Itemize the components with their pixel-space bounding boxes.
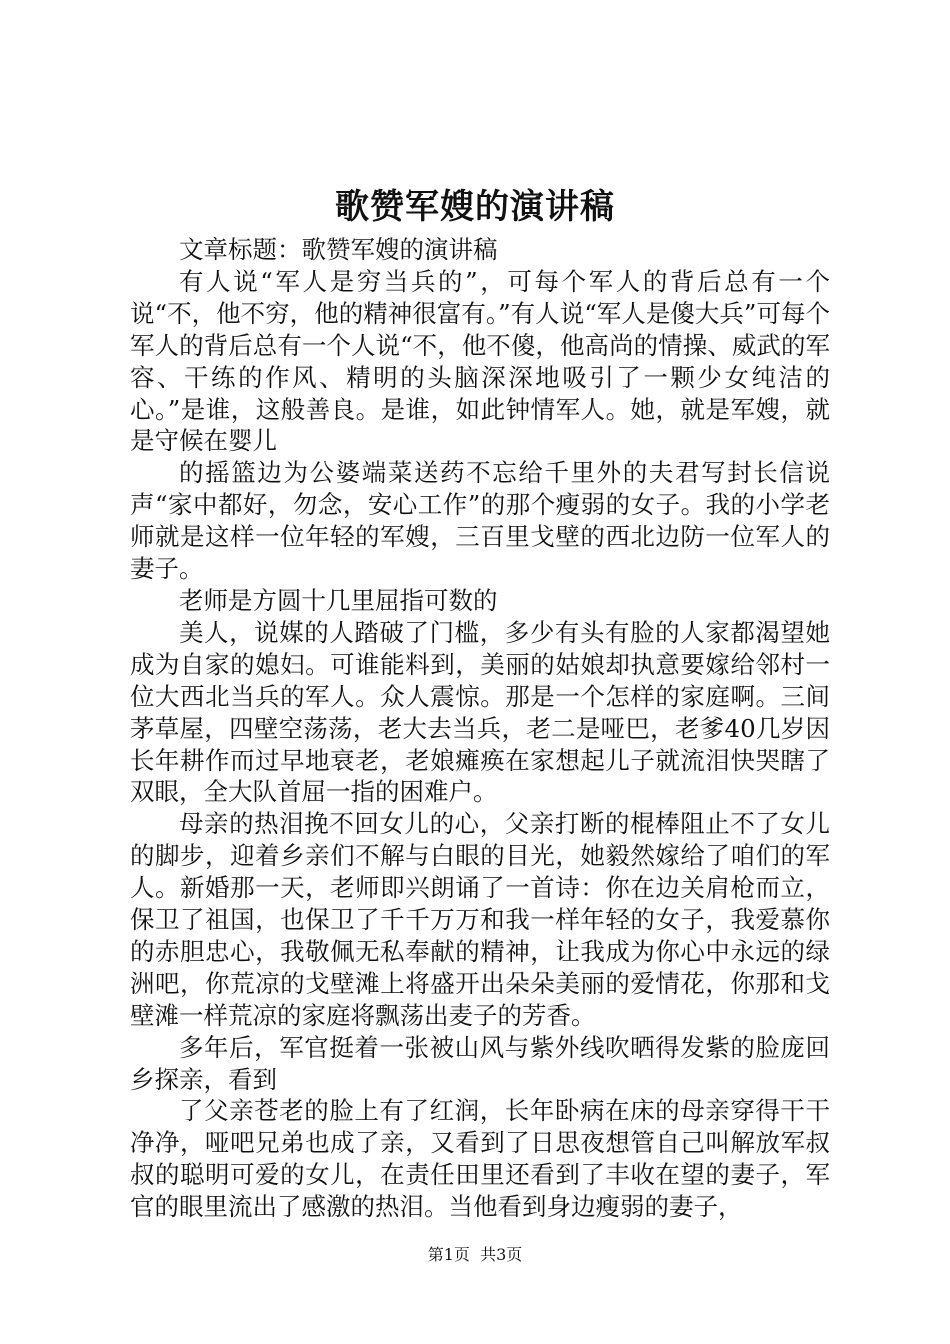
paragraph: 的摇篮边为公婆端菜送药不忘给千里外的夫君写封长信说声“家中都好，勿念，安心工作”的那个瘦弱的女子。我的小学老师就是这样一位年轻的军嫂，三百里戈壁的西北边防一位军人的妻子。 [130,458,830,584]
page-footer [0,1244,950,1266]
paragraph: 老师是方圆十几里屈指可数的 [179,585,498,615]
paragraph: 母亲的热泪挽不回女儿的心，父亲打断的棍棒阻止不了女儿的脚步，迎着乡亲们不解与白眼的目光，她毅然嫁给了咱们的军人。新婚那一天，老师即兴朗诵了一首诗：你在边关肩枪而立，保卫了祖国，也保卫了千千万万和我一样年轻的女子，我爱慕你的赤胆忠心，我敬佩无私奉献的精神，让我成为你心中永远的绿洲吧，你荒凉的戈壁滩上将盛开出朵朵美丽的爱情花，你那和戈壁滩一样荒凉的家庭将飘荡出麦子的芳香。 [130,809,830,1030]
document-body [130,234,830,1223]
page-number: 第1页 [427,1245,470,1264]
paragraph: 了父亲苍老的脸上有了红润，长年卧病在床的母亲穿得干干净净，哑吧兄弟也成了亲，又看到了日思夜想管自己叫解放军叔叔的聪明可爱的女儿，在责任田里还看到了丰收在望的妻子，军官的眼里流出了感激的热泪。当他看到身边瘦弱的妻子， [130,1096,830,1222]
page-total: 共3页 [480,1245,523,1264]
paragraph: 多年后，军官挺着一张被山风与紫外线吹晒得发紫的脸庞回乡探亲，看到 [130,1032,830,1094]
paragraph-article-title: 文章标题：歌赞军嫂的演讲稿 [179,235,498,264]
paragraph: 美人，说媒的人踏破了门槛，多少有头有脸的人家都渴望她成为自家的媳妇。可谁能料到，美丽的姑娘却执意要嫁给邻村一位大西北当兵的军人。众人震惊。那是一个怎样的家庭啊。三间茅草屋，四壁空荡荡，老大去当兵，老二是哑巴，老爹40几岁因长年耕作而过早地衰老，老娘瘫痪在家想起儿子就流泪快哭瞎了双眼，全大队首屈一指的困难户。 [130,617,830,807]
paragraph: 有人说“军人是穷当兵的”，可每个军人的背后总有一个说“不，他不穷，他的精神很富有。”有人说“军人是傻大兵”可每个军人的背后总有一个人说“不，他不傻，他高尚的情操、威武的军容、干练的作风、精明的头脑深深地吸引了一颗少女纯洁的心。”是谁，这般善良。是谁，如此钟情军人。她，就是军嫂，就是守候在婴儿 [130,266,830,456]
document-title: 歌赞军嫂的演讲稿 [335,187,615,227]
